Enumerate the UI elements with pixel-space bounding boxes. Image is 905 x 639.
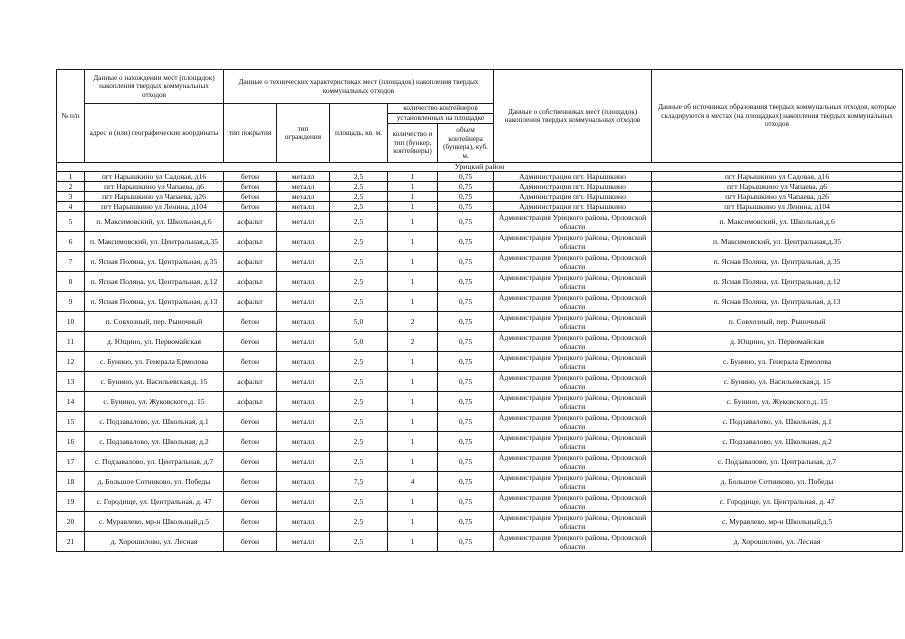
row-owner: Администрация Урицкого района, Орловской области bbox=[494, 332, 652, 352]
row-address: д. Хорошилово, ул. Лесная bbox=[85, 532, 224, 552]
row-fence: металл bbox=[277, 172, 330, 182]
row-fence: металл bbox=[277, 332, 330, 352]
row-container-count: 1 bbox=[388, 412, 438, 432]
row-fence: металл bbox=[277, 352, 330, 372]
row-fence: металл bbox=[277, 312, 330, 332]
row-source: с. Подзавалово, ул. Школьная, д.1 bbox=[652, 412, 903, 432]
row-source: с. Городище, ул. Центральная, д. 47 bbox=[652, 492, 903, 512]
row-container-volume: 0,75 bbox=[438, 532, 494, 552]
row-surface: бетон bbox=[224, 192, 277, 202]
row-number: 21 bbox=[57, 532, 85, 552]
row-container-count: 1 bbox=[388, 272, 438, 292]
col-address-header: адрес и (или) географические координаты bbox=[85, 104, 224, 163]
col-containers-header: количество контейнеров bbox=[388, 104, 494, 114]
row-area: 2,5 bbox=[330, 372, 388, 392]
row-address: с. Подзавалово, ул. Школьная, д.1 bbox=[85, 412, 224, 432]
row-fence: металл bbox=[277, 392, 330, 412]
row-container-volume: 0,75 bbox=[438, 312, 494, 332]
table-row bbox=[57, 292, 903, 312]
row-area: 2,5 bbox=[330, 432, 388, 452]
row-address: п. Ясная Поляна, ул. Центральная, д.35 bbox=[85, 252, 224, 272]
table-row bbox=[57, 532, 903, 552]
row-area: 2,5 bbox=[330, 292, 388, 312]
row-address: с. Подзавалово, ул. Центральная, д.7 bbox=[85, 452, 224, 472]
row-surface: бетон bbox=[224, 512, 277, 532]
row-address: п. Ясная Поляна, ул. Центральная, д.13 bbox=[85, 292, 224, 312]
row-owner: Администрация Урицкого района, Орловской области bbox=[494, 292, 652, 312]
table-row bbox=[57, 392, 903, 412]
region-row bbox=[57, 163, 903, 172]
row-owner: Администрация Урицкого района, Орловской области bbox=[494, 492, 652, 512]
row-container-count: 1 bbox=[388, 232, 438, 252]
col-container-count-header: количество и тип (бункер, контейнеры) bbox=[388, 124, 438, 163]
row-container-count: 1 bbox=[388, 492, 438, 512]
row-container-count: 2 bbox=[388, 312, 438, 332]
row-surface: бетон bbox=[224, 492, 277, 512]
row-source: п. Максимовский, ул. Школьная,д.6 bbox=[652, 212, 903, 232]
row-source: п. Совхозный, пер. Рыночный bbox=[652, 312, 903, 332]
row-area: 2,5 bbox=[330, 492, 388, 512]
col-owners-header: Данные о собственниках мест (площадок) накопления твердых коммунальных отходов bbox=[494, 70, 652, 163]
row-source: с. Бунино, ул. Васильевская,д. 15 bbox=[652, 372, 903, 392]
row-surface: асфальт bbox=[224, 392, 277, 412]
row-container-count: 1 bbox=[388, 252, 438, 272]
row-container-volume: 0,75 bbox=[438, 172, 494, 182]
row-fence: металл bbox=[277, 532, 330, 552]
row-number: 12 bbox=[57, 352, 85, 372]
row-surface: асфальт bbox=[224, 372, 277, 392]
row-area: 2,5 bbox=[330, 272, 388, 292]
row-fence: металл bbox=[277, 472, 330, 492]
row-surface: асфальт bbox=[224, 212, 277, 232]
row-source: с. Подзавалово, ул. Школьная, д.2 bbox=[652, 432, 903, 452]
col-container-volume-header: объем контейнера (бункера), куб. м. bbox=[438, 124, 494, 163]
row-owner: Администрация Урицкого района, Орловской области bbox=[494, 392, 652, 412]
table-row bbox=[57, 492, 903, 512]
row-source: п. Максимовский, ул. Центральная,д.35 bbox=[652, 232, 903, 252]
row-container-volume: 0,75 bbox=[438, 492, 494, 512]
row-fence: металл bbox=[277, 252, 330, 272]
row-container-volume: 0,75 bbox=[438, 432, 494, 452]
row-address: с. Бунино, ул. Генерала Ермолова bbox=[85, 352, 224, 372]
row-container-volume: 0,75 bbox=[438, 352, 494, 372]
row-address: п. Совхозный, пер. Рыночный bbox=[85, 312, 224, 332]
row-owner: Администрация Урицкого района, Орловской области bbox=[494, 512, 652, 532]
row-address: п. Максимовский, ул. Школьная,д.6 bbox=[85, 212, 224, 232]
registry-sheet bbox=[56, 69, 902, 552]
row-surface: асфальт bbox=[224, 272, 277, 292]
table-row bbox=[57, 232, 903, 252]
row-source: с. Бунино, ул. Генерала Ермолова bbox=[652, 352, 903, 372]
table-row bbox=[57, 212, 903, 232]
table-row bbox=[57, 192, 903, 202]
row-container-count: 1 bbox=[388, 452, 438, 472]
row-fence: металл bbox=[277, 512, 330, 532]
row-fence: металл bbox=[277, 412, 330, 432]
row-address: пгт Нарышкино ул Ленина, д104 bbox=[85, 202, 224, 212]
row-surface: асфальт bbox=[224, 252, 277, 272]
row-number: 14 bbox=[57, 392, 85, 412]
row-address: с. Городище, ул. Центральная, д. 47 bbox=[85, 492, 224, 512]
row-address: с. Бунино, ул. Жуковского,д. 15 bbox=[85, 392, 224, 412]
row-source: д. Ющино, ул. Первомайская bbox=[652, 332, 903, 352]
row-owner: Администрация Урицкого района, Орловской области bbox=[494, 412, 652, 432]
row-address: пгт Нарышкино ул Чапаева, д26 bbox=[85, 192, 224, 202]
row-container-count: 1 bbox=[388, 512, 438, 532]
row-source: пгт Нарышкино ул Чапаева, д26 bbox=[652, 192, 903, 202]
row-source: пгт Нарышкино ул Садовая, д16 bbox=[652, 172, 903, 182]
row-area: 2,5 bbox=[330, 192, 388, 202]
row-container-volume: 0,75 bbox=[438, 372, 494, 392]
row-container-volume: 0,75 bbox=[438, 292, 494, 312]
row-container-count: 1 bbox=[388, 172, 438, 182]
row-number: 7 bbox=[57, 252, 85, 272]
row-container-volume: 0,75 bbox=[438, 472, 494, 492]
row-area: 5,0 bbox=[330, 332, 388, 352]
row-address: с. Подзавалово, ул. Школьная, д.2 bbox=[85, 432, 224, 452]
row-area: 7,5 bbox=[330, 472, 388, 492]
row-container-count: 1 bbox=[388, 202, 438, 212]
row-fence: металл bbox=[277, 272, 330, 292]
row-owner: Администрация Урицкого района, Орловской области bbox=[494, 452, 652, 472]
row-container-volume: 0,75 bbox=[438, 192, 494, 202]
row-container-volume: 0,75 bbox=[438, 182, 494, 192]
row-container-volume: 0,75 bbox=[438, 332, 494, 352]
row-owner: Администрация Урицкого района, Орловской области bbox=[494, 232, 652, 252]
row-number: 9 bbox=[57, 292, 85, 312]
row-address: пгт Нарышкино ул Чапаева, д6 bbox=[85, 182, 224, 192]
row-owner: Администрация пгт. Нарышкино bbox=[494, 202, 652, 212]
row-owner: Администрация пгт. Нарышкино bbox=[494, 192, 652, 202]
row-number: 6 bbox=[57, 232, 85, 252]
table-row bbox=[57, 372, 903, 392]
row-number: 3 bbox=[57, 192, 85, 202]
row-address: п. Ясная Поляна, ул. Центральная, д.12 bbox=[85, 272, 224, 292]
row-number: 10 bbox=[57, 312, 85, 332]
row-owner: Администрация Урицкого района, Орловской области bbox=[494, 472, 652, 492]
row-area: 2,5 bbox=[330, 392, 388, 412]
row-number: 19 bbox=[57, 492, 85, 512]
table-row bbox=[57, 312, 903, 332]
row-container-volume: 0,75 bbox=[438, 202, 494, 212]
row-owner: Администрация пгт. Нарышкино bbox=[494, 172, 652, 182]
table-row bbox=[57, 272, 903, 292]
row-address: д. Большое Сотниково, ул. Победы bbox=[85, 472, 224, 492]
row-area: 2,5 bbox=[330, 532, 388, 552]
table-row bbox=[57, 512, 903, 532]
row-number: 8 bbox=[57, 272, 85, 292]
table-row bbox=[57, 202, 903, 212]
row-area: 2,5 bbox=[330, 212, 388, 232]
row-container-count: 1 bbox=[388, 212, 438, 232]
col-tech-group-header: Данные о технических характеристиках мест (площадок) накопления твердых коммунальных отходов bbox=[224, 70, 494, 104]
row-container-count: 2 bbox=[388, 332, 438, 352]
row-container-count: 1 bbox=[388, 352, 438, 372]
row-fence: металл bbox=[277, 452, 330, 472]
row-owner: Администрация пгт. Нарышкино bbox=[494, 182, 652, 192]
row-number: 4 bbox=[57, 202, 85, 212]
region-label: Урицкий район bbox=[57, 163, 903, 172]
col-area-header: площадь, кв. м. bbox=[330, 104, 388, 163]
row-container-volume: 0,75 bbox=[438, 412, 494, 432]
table-header bbox=[57, 70, 903, 163]
row-area: 5,0 bbox=[330, 312, 388, 332]
table-row bbox=[57, 472, 903, 492]
row-owner: Администрация Урицкого района, Орловской области bbox=[494, 352, 652, 372]
row-surface: бетон bbox=[224, 172, 277, 182]
row-fence: металл bbox=[277, 372, 330, 392]
row-container-count: 4 bbox=[388, 472, 438, 492]
row-fence: металл bbox=[277, 232, 330, 252]
row-container-count: 1 bbox=[388, 532, 438, 552]
row-number: 11 bbox=[57, 332, 85, 352]
table-row bbox=[57, 432, 903, 452]
col-containers-installed-header: установленных на площадке bbox=[388, 114, 494, 124]
row-address: с. Муравлево, мр-н Школьный,д.5 bbox=[85, 512, 224, 532]
row-source: п. Ясная Поляна, ул. Центральная, д.35 bbox=[652, 252, 903, 272]
row-number: 13 bbox=[57, 372, 85, 392]
row-owner: Администрация Урицкого района, Орловской области bbox=[494, 432, 652, 452]
col-location-group-header: Данные о нахождении мест (площадок) накопления твердых коммунальных отходов bbox=[85, 70, 224, 104]
row-container-count: 1 bbox=[388, 392, 438, 412]
table-row bbox=[57, 352, 903, 372]
table-row bbox=[57, 172, 903, 182]
row-source: д. Большое Сотниково, ул. Победы bbox=[652, 472, 903, 492]
table-row bbox=[57, 412, 903, 432]
row-source: пгт Нарышкино ул Ленина, д104 bbox=[652, 202, 903, 212]
row-container-count: 1 bbox=[388, 432, 438, 452]
row-area: 2,5 bbox=[330, 232, 388, 252]
row-container-count: 1 bbox=[388, 372, 438, 392]
row-source: п. Ясная Поляна, ул. Центральная, д.13 bbox=[652, 292, 903, 312]
row-surface: бетон bbox=[224, 352, 277, 372]
col-sources-header: Данные об источниках образования твердых коммунальных отходов, которые складируются в местах (на площадках) накопления твердых коммунальных отходов bbox=[652, 70, 903, 163]
row-number: 18 bbox=[57, 472, 85, 492]
row-fence: металл bbox=[277, 432, 330, 452]
row-fence: металл bbox=[277, 492, 330, 512]
row-address: д. Ющино, ул. Первомайская bbox=[85, 332, 224, 352]
row-address: пгт Нарышкино ул Садовая, д16 bbox=[85, 172, 224, 182]
row-owner: Администрация Урицкого района, Орловской области bbox=[494, 272, 652, 292]
row-surface: бетон bbox=[224, 202, 277, 212]
row-source: с. Подзавалово, ул. Центральная, д.7 bbox=[652, 452, 903, 472]
col-surface-header: тип покрытия bbox=[224, 104, 277, 163]
row-area: 2,5 bbox=[330, 412, 388, 432]
row-surface: асфальт bbox=[224, 292, 277, 312]
table-row bbox=[57, 182, 903, 192]
table-row bbox=[57, 252, 903, 272]
row-owner: Администрация Урицкого района, Орловской области bbox=[494, 312, 652, 332]
row-address: п. Максимовский, ул. Центральная,д.35 bbox=[85, 232, 224, 252]
waste-sites-table bbox=[56, 69, 903, 552]
table-row bbox=[57, 452, 903, 472]
row-number: 20 bbox=[57, 512, 85, 532]
row-container-volume: 0,75 bbox=[438, 392, 494, 412]
row-number: 2 bbox=[57, 182, 85, 192]
row-source: с. Муравлево, мр-н Школьный,д.5 bbox=[652, 512, 903, 532]
row-area: 2,5 bbox=[330, 172, 388, 182]
row-container-count: 1 bbox=[388, 182, 438, 192]
row-area: 2,5 bbox=[330, 352, 388, 372]
row-owner: Администрация Урицкого района, Орловской области bbox=[494, 532, 652, 552]
row-number: 17 bbox=[57, 452, 85, 472]
row-surface: бетон bbox=[224, 312, 277, 332]
row-number: 15 bbox=[57, 412, 85, 432]
row-surface: бетон bbox=[224, 182, 277, 192]
row-source: д. Хорошилово, ул. Лесная bbox=[652, 532, 903, 552]
row-source: с. Бунино, ул. Жуковского,д. 15 bbox=[652, 392, 903, 412]
row-container-volume: 0,75 bbox=[438, 452, 494, 472]
row-surface: бетон bbox=[224, 472, 277, 492]
row-container-count: 1 bbox=[388, 292, 438, 312]
row-owner: Администрация Урицкого района, Орловской области bbox=[494, 372, 652, 392]
row-area: 2,5 bbox=[330, 452, 388, 472]
row-container-count: 1 bbox=[388, 192, 438, 202]
row-container-volume: 0,75 bbox=[438, 512, 494, 532]
row-surface: бетон bbox=[224, 452, 277, 472]
row-address: с. Бунино, ул. Васильевская,д. 15 bbox=[85, 372, 224, 392]
row-surface: бетон bbox=[224, 332, 277, 352]
col-fence-header: тип ограждения bbox=[277, 104, 330, 163]
row-area: 2,5 bbox=[330, 182, 388, 192]
row-fence: металл bbox=[277, 182, 330, 192]
row-fence: металл bbox=[277, 202, 330, 212]
row-area: 2,5 bbox=[330, 252, 388, 272]
row-container-volume: 0,75 bbox=[438, 252, 494, 272]
row-number: 16 bbox=[57, 432, 85, 452]
row-surface: асфальт bbox=[224, 232, 277, 252]
row-surface: бетон bbox=[224, 412, 277, 432]
row-fence: металл bbox=[277, 212, 330, 232]
row-surface: бетон bbox=[224, 532, 277, 552]
table-body bbox=[57, 163, 903, 552]
row-source: п. Ясная Поляна, ул. Центральная, д.12 bbox=[652, 272, 903, 292]
row-area: 2,5 bbox=[330, 512, 388, 532]
row-number: 1 bbox=[57, 172, 85, 182]
row-source: пгт Нарышкино ул Чапаева, д6 bbox=[652, 182, 903, 192]
row-container-volume: 0,75 bbox=[438, 272, 494, 292]
col-number-header: № п/п bbox=[57, 70, 85, 163]
row-area: 2,5 bbox=[330, 202, 388, 212]
row-surface: бетон bbox=[224, 432, 277, 452]
row-owner: Администрация Урицкого района, Орловской области bbox=[494, 212, 652, 232]
table-row bbox=[57, 332, 903, 352]
row-fence: металл bbox=[277, 192, 330, 202]
row-container-volume: 0,75 bbox=[438, 232, 494, 252]
row-container-volume: 0,75 bbox=[438, 212, 494, 232]
row-fence: металл bbox=[277, 292, 330, 312]
row-number: 5 bbox=[57, 212, 85, 232]
row-owner: Администрация Урицкого района, Орловской области bbox=[494, 252, 652, 272]
